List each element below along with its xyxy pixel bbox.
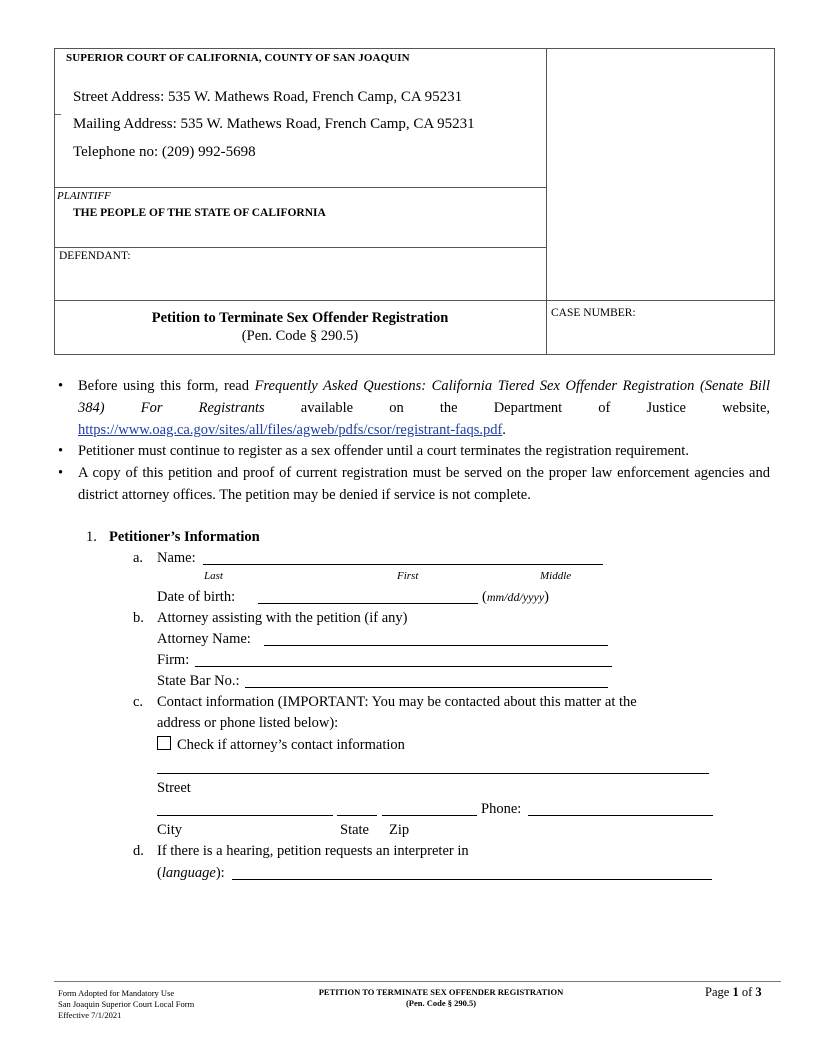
- instruction-bullet: • Before using this form, read Frequently Asked Questions: California Tiered Sex Offender Registration (Senate Bill 384) For Registrants available on the Department of Justice website, https://www.oag.ca.gov/sites/all/files/agweb/pdfs/csor/registrant-faqs.pdf.: [58, 378, 771, 438]
- footer-effective: Effective 7/1/2021: [58, 1010, 122, 1020]
- telephone: Telephone no: (209) 992-5698: [73, 144, 256, 160]
- bullet-text: .: [502, 422, 506, 438]
- page-indicator: [705, 985, 762, 1000]
- footer-rule: [54, 981, 781, 982]
- bullet-text: available on the Department of Justice website,: [264, 400, 771, 416]
- attorney-contact-checkbox[interactable]: [157, 736, 171, 750]
- case-number-label: CASE NUMBER:: [551, 307, 636, 319]
- city-caption: City: [157, 822, 182, 838]
- form-code: (Pen. Code § 290.5): [241, 328, 359, 344]
- name-input[interactable]: [203, 550, 603, 565]
- attorney-name-input[interactable]: [264, 631, 608, 646]
- language-text: language: [161, 865, 216, 881]
- plaintiff-label: PLAINTIFF: [57, 190, 111, 202]
- footer-center: [276, 987, 606, 1009]
- plaintiff-name: THE PEOPLE OF THE STATE OF CALIFORNIA: [73, 207, 326, 219]
- language-label: (language):: [157, 865, 225, 881]
- dob-input[interactable]: [258, 589, 478, 604]
- caption-divider: [54, 187, 546, 188]
- dob-format: (mm/dd/yyyy): [482, 589, 549, 605]
- first-name-caption: First: [397, 570, 419, 582]
- city-input[interactable]: [157, 801, 333, 816]
- doj-faq-link[interactable]: https://www.oag.ca.gov/sites/all/files/agweb/pdfs/csor/registrant-faqs.pdf: [78, 422, 503, 438]
- page-of: of: [738, 985, 756, 999]
- section-title: Petitioner’s Information: [109, 529, 260, 545]
- phone-label: Phone:: [481, 801, 522, 817]
- item-letter: b.: [133, 610, 144, 626]
- zip-caption: Zip: [389, 822, 410, 838]
- zip-input[interactable]: [382, 801, 477, 816]
- state-caption: State: [340, 822, 369, 838]
- form-title: Petition to Terminate Sex Offender Registration: [151, 310, 449, 326]
- firm-input[interactable]: [195, 652, 612, 667]
- footer-title: PETITION TO TERMINATE SEX OFFENDER REGISTRATION: [318, 987, 564, 997]
- footer-left: [58, 988, 194, 1021]
- defendant-label: DEFENDANT:: [59, 250, 131, 262]
- contact-info-label: Contact information (IMPORTANT: You may be contacted about this matter at the: [157, 694, 637, 710]
- state-bar-label: State Bar No.:: [157, 673, 240, 689]
- footer-adopted: Form Adopted for Mandatory Use: [58, 988, 175, 998]
- street-address: Street Address: 535 W. Mathews Road, French Camp, CA 95231: [73, 89, 463, 105]
- page-number: 1: [732, 985, 739, 999]
- attorney-contact-checkbox-row[interactable]: [157, 735, 405, 756]
- mailing-address: Mailing Address: 535 W. Mathews Road, French Camp, CA 95231: [73, 116, 475, 132]
- street-input[interactable]: [157, 759, 709, 774]
- instruction-bullet: • A copy of this petition and proof of current registration must be served on the proper law enforcement agencies and district attorney offices. The petition may be denied if service is not complete.: [58, 462, 770, 506]
- interpreter-label: If there is a hearing, petition requests an interpreter in: [157, 843, 469, 859]
- street-caption: Street: [157, 780, 191, 796]
- item-letter: d.: [133, 843, 144, 859]
- page-word: Page: [705, 985, 733, 999]
- middle-name-caption: Middle: [540, 570, 572, 582]
- attorney-assist-label: Attorney assisting with the petition (if any): [157, 610, 408, 626]
- caption-divider: [54, 300, 775, 301]
- phone-input[interactable]: [528, 801, 713, 816]
- dob-format-text: mm/dd/yyyy: [486, 590, 545, 604]
- section-number: 1.: [86, 529, 97, 545]
- firm-label: Firm:: [157, 652, 190, 668]
- last-name-caption: Last: [204, 570, 223, 582]
- footer-local-form: San Joaquin Superior Court Local Form: [58, 999, 195, 1009]
- state-bar-input[interactable]: [245, 673, 608, 688]
- tick-mark: _: [55, 102, 61, 116]
- state-input[interactable]: [337, 801, 377, 816]
- page-total: 3: [755, 985, 762, 999]
- faq-title: Frequently Asked Questions: California Tiered Sex Offender Registration (Senate Bill 384) For Registrants: [78, 378, 770, 416]
- checkbox-label: Check if attorney’s contact information: [177, 737, 405, 753]
- instruction-bullet: • Petitioner must continue to register as a sex offender until a court terminates the registration requirement.: [58, 440, 770, 462]
- bullet-text: Before using this form, read: [78, 378, 255, 394]
- attorney-name-label: Attorney Name:: [157, 631, 251, 647]
- item-letter: a.: [133, 550, 144, 566]
- item-letter: c.: [133, 694, 144, 710]
- court-name: SUPERIOR COURT OF CALIFORNIA, COUNTY OF SAN JOAQUIN: [66, 52, 410, 64]
- caption-divider-vertical: [546, 48, 547, 355]
- bullet-text: Petitioner must continue to register as a sex offender until a court terminates the registration requirement.: [78, 443, 689, 459]
- name-label: Name:: [157, 550, 196, 566]
- bullet-text: A copy of this petition and proof of current registration must be served on the proper law enforcement agencies and district attorney offices. The petition may be denied if service is not complete.: [78, 465, 770, 503]
- language-input[interactable]: [232, 865, 712, 880]
- contact-info-label-cont: address or phone listed below):: [157, 715, 339, 731]
- footer-code: (Pen. Code § 290.5): [405, 998, 477, 1008]
- caption-divider: [54, 247, 546, 248]
- dob-label: Date of birth:: [157, 589, 236, 605]
